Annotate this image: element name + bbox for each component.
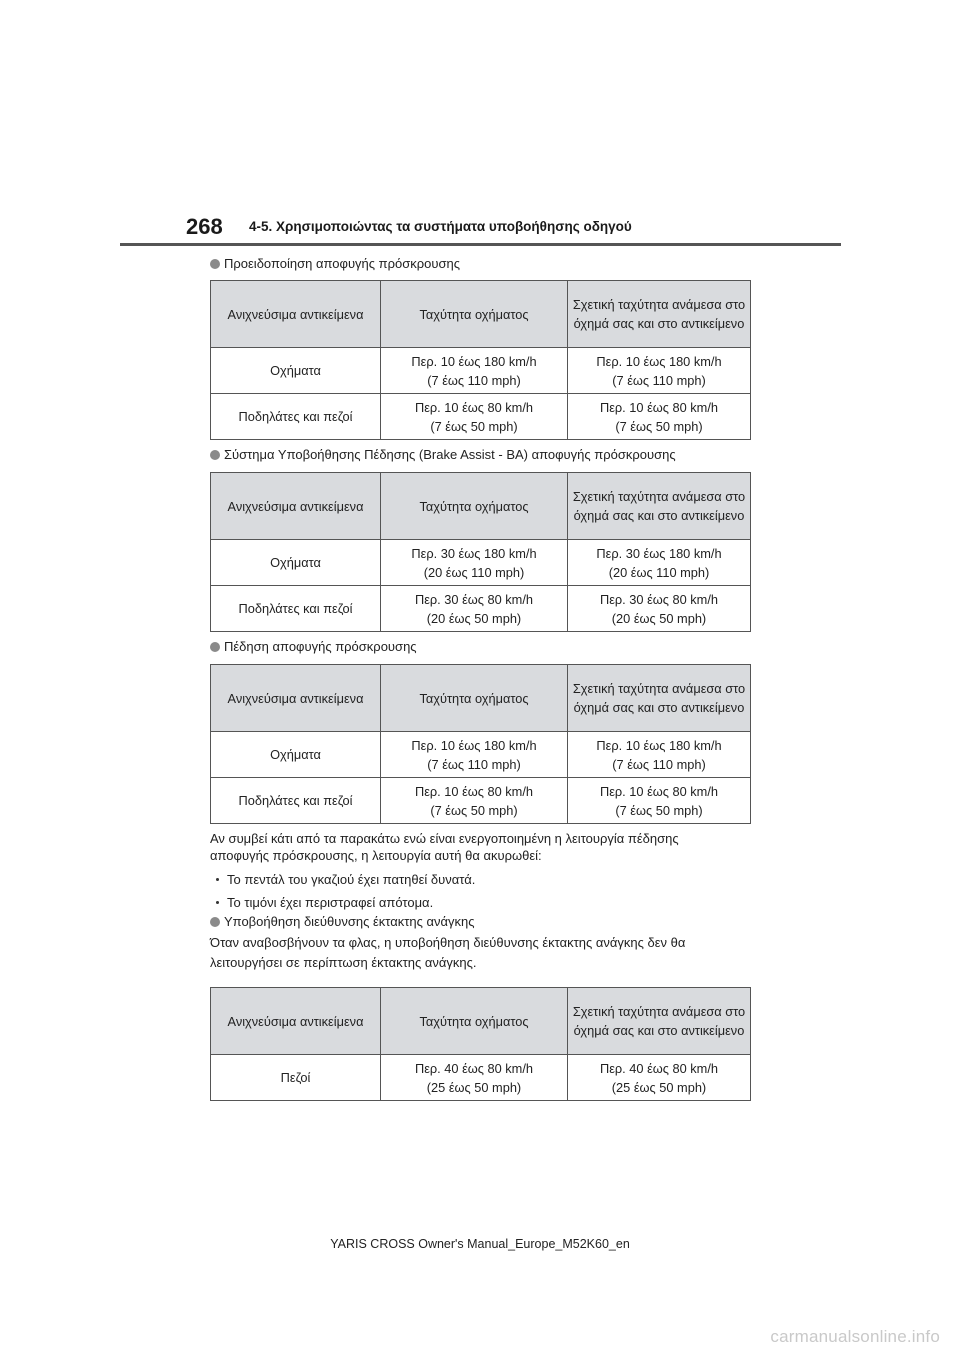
section-collision-warning (210, 255, 750, 440)
table-header-row (211, 988, 751, 1055)
speed-mph: (7 έως 110 mph) (612, 756, 706, 772)
cell-vehicle-speed (381, 778, 568, 824)
cell-object: Ποδηλάτες και πεζοί (211, 394, 381, 440)
table-header-row (211, 473, 751, 540)
speed-mph: (7 έως 110 mph) (427, 756, 521, 772)
cell-object: Οχήματα (211, 540, 381, 586)
speed-kmh: Περ. 10 έως 80 km/h (599, 399, 719, 415)
cancel-note (210, 830, 770, 912)
cell-object: Οχήματα (211, 732, 381, 778)
table-header-row (211, 281, 751, 348)
cell-vehicle-speed (381, 348, 568, 394)
footer-manual-id: YARIS CROSS Owner's Manual_Europe_M52K60_en (330, 1237, 630, 1251)
spec-table (210, 280, 751, 440)
steering-note-line: Όταν αναβοσβήνουν τα φλας, η υποβοήθηση διεύθυνσης έκτακτης ανάγκης δεν θα (210, 935, 686, 950)
cell-relative-speed (568, 394, 751, 440)
header-objects: Ανιχνεύσιμα αντικείμενα (211, 281, 381, 348)
section-title: Προειδοποίηση αποφυγής πρόσκρουσης (224, 256, 461, 271)
header-objects: Ανιχνεύσιμα αντικείμενα (211, 988, 381, 1055)
section-brake-assist (210, 446, 750, 632)
chapter-title: 4-5. Χρησιμοποιώντας τα συστήματα υποβοήθησης οδηγού (249, 219, 632, 234)
table-header-row (211, 665, 751, 732)
speed-mph: (7 έως 110 mph) (427, 372, 521, 388)
cell-relative-speed (568, 732, 751, 778)
cell-relative-speed (568, 540, 751, 586)
speed-kmh: Περ. 10 έως 80 km/h (414, 783, 534, 799)
speed-kmh: Περ. 30 έως 180 km/h (596, 545, 722, 561)
table-row (211, 394, 751, 440)
bullet-circle-icon (210, 259, 220, 269)
section-heading (210, 913, 770, 931)
header-divider (120, 243, 841, 246)
speed-kmh: Περ. 10 έως 80 km/h (599, 783, 719, 799)
speed-mph: (20 έως 110 mph) (608, 564, 710, 580)
section-title: Σύστημα Υποβοήθησης Πέδησης (Brake Assist - BA) αποφυγής πρόσκρουσης (224, 447, 676, 462)
page-number: 268 (186, 214, 223, 239)
table-row (211, 348, 751, 394)
header-vehicle-speed: Ταχύτητα οχήματος (381, 281, 568, 348)
cell-object: Ποδηλάτες και πεζοί (211, 778, 381, 824)
list-item (210, 892, 770, 912)
cancel-note-line: Αν συμβεί κάτι από τα παρακάτω ενώ είναι ενεργοποιημένη η λειτουργία πέδησης (210, 831, 679, 846)
cell-relative-speed (568, 778, 751, 824)
cell-object: Οχήματα (211, 348, 381, 394)
speed-kmh: Περ. 10 έως 80 km/h (414, 399, 534, 415)
list-item (210, 869, 770, 889)
header-relative-speed: Σχετική ταχύτητα ανάμεσα στο όχημά σας και στο αντικείμενο (568, 473, 751, 540)
section-emergency-steering (210, 913, 770, 1101)
speed-kmh: Περ. 10 έως 180 km/h (596, 737, 722, 753)
spec-table (210, 664, 751, 824)
cell-vehicle-speed (381, 732, 568, 778)
cell-object: Ποδηλάτες και πεζοί (211, 586, 381, 632)
speed-mph: (20 έως 110 mph) (423, 564, 525, 580)
table-row (211, 732, 751, 778)
speed-kmh: Περ. 30 έως 80 km/h (599, 591, 719, 607)
table-row (211, 586, 751, 632)
speed-mph: (25 έως 50 mph) (611, 1079, 707, 1095)
header-relative-speed: Σχετική ταχύτητα ανάμεσα στο όχημά σας και στο αντικείμενο (568, 665, 751, 732)
section-heading (210, 638, 750, 656)
speed-mph: (7 έως 110 mph) (612, 372, 706, 388)
list-item-text: Το πεντάλ του γκαζιού έχει πατηθεί δυνατά. (227, 871, 476, 887)
speed-kmh: Περ. 10 έως 180 km/h (411, 737, 537, 753)
speed-mph: (7 έως 50 mph) (615, 418, 703, 434)
cell-vehicle-speed (381, 1055, 568, 1101)
cell-relative-speed (568, 586, 751, 632)
cell-object: Πεζοί (211, 1055, 381, 1101)
cell-relative-speed (568, 1055, 751, 1101)
speed-mph: (20 έως 50 mph) (426, 610, 522, 626)
section-collision-braking (210, 638, 750, 824)
header-vehicle-speed: Ταχύτητα οχήματος (381, 665, 568, 732)
bullet-circle-icon (210, 642, 220, 652)
speed-mph: (20 έως 50 mph) (611, 610, 707, 626)
header-objects: Ανιχνεύσιμα αντικείμενα (211, 473, 381, 540)
speed-mph: (25 έως 50 mph) (426, 1079, 522, 1095)
watermark: carmanualsonline.info (770, 1327, 940, 1346)
table-row (211, 540, 751, 586)
speed-mph: (7 έως 50 mph) (615, 802, 703, 818)
table-row (211, 1055, 751, 1101)
cell-relative-speed (568, 348, 751, 394)
list-item-text: Το τιμόνι έχει περιστραφεί απότομα. (227, 894, 434, 910)
bullet-circle-icon (210, 450, 220, 460)
cell-vehicle-speed (381, 586, 568, 632)
speed-kmh: Περ. 40 έως 80 km/h (599, 1060, 719, 1076)
speed-kmh: Περ. 10 έως 180 km/h (596, 353, 722, 369)
header-relative-speed: Σχετική ταχύτητα ανάμεσα στο όχημά σας και στο αντικείμενο (568, 281, 751, 348)
speed-kmh: Περ. 40 έως 80 km/h (414, 1060, 534, 1076)
header-vehicle-speed: Ταχύτητα οχήματος (381, 473, 568, 540)
speed-mph: (7 έως 50 mph) (430, 418, 518, 434)
cancel-note-line: αποφυγής πρόσκρουσης, η λειτουργία αυτή θα ακυρωθεί: (210, 848, 542, 863)
header-objects: Ανιχνεύσιμα αντικείμενα (211, 665, 381, 732)
section-title: Πέδηση αποφυγής πρόσκρουσης (224, 639, 417, 654)
section-heading (210, 446, 750, 464)
spec-table (210, 472, 751, 632)
header-vehicle-speed: Ταχύτητα οχήματος (381, 988, 568, 1055)
steering-note-line: λειτουργήσει σε περίπτωση έκτακτης ανάγκης. (210, 955, 477, 970)
speed-kmh: Περ. 30 έως 180 km/h (411, 545, 537, 561)
cell-vehicle-speed (381, 394, 568, 440)
speed-kmh: Περ. 30 έως 80 km/h (414, 591, 534, 607)
speed-kmh: Περ. 10 έως 180 km/h (411, 353, 537, 369)
list-bullet-icon (216, 878, 219, 881)
spec-table (210, 987, 751, 1101)
header-relative-speed: Σχετική ταχύτητα ανάμεσα στο όχημά σας και στο αντικείμενο (568, 988, 751, 1055)
cell-vehicle-speed (381, 540, 568, 586)
speed-mph: (7 έως 50 mph) (430, 802, 518, 818)
section-heading (210, 255, 750, 273)
table-row (211, 778, 751, 824)
section-title: Υποβοήθηση διεύθυνσης έκτακτης ανάγκης (224, 914, 475, 929)
bullet-circle-icon (210, 917, 220, 927)
list-bullet-icon (216, 901, 219, 904)
